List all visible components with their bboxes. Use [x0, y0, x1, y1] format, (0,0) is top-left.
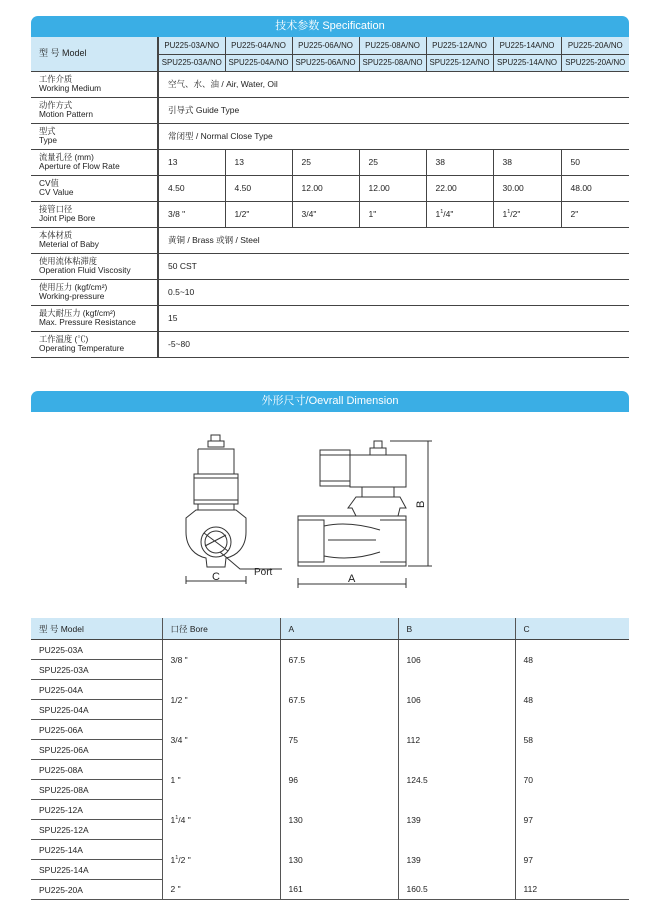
model-cell: PU225-14A: [31, 840, 162, 860]
c-cell: 70: [515, 760, 629, 800]
spec-banner: 技术参数 Specification: [31, 16, 629, 37]
port-label: Port: [254, 567, 273, 578]
dim-b-label: B: [415, 500, 427, 508]
row-value: 0.5~10: [158, 279, 629, 305]
joint-value: 1": [359, 201, 426, 227]
row-label: 接管口径 Joint Pipe Bore: [31, 201, 158, 227]
table-row: [31, 800, 629, 820]
dim-a-label: A: [348, 573, 356, 585]
joint-value: 3/4": [292, 201, 359, 227]
dim-header-row: [31, 618, 629, 640]
a-cell: 130: [280, 800, 398, 840]
row-label: 动作方式 Motion Pattern: [31, 97, 158, 123]
model-pu: PU225-20A/NO: [561, 37, 629, 54]
c-cell: 97: [515, 840, 629, 880]
joint-value: 2": [561, 201, 629, 227]
aperture-value: 50: [561, 149, 629, 175]
table-row: [31, 880, 629, 900]
row-label: 本体材质 Meterial of Baby: [31, 227, 158, 253]
model-spu: SPU225-03A/NO: [158, 54, 225, 71]
a-cell: 161: [280, 880, 398, 900]
cv-value: 4.50: [225, 175, 292, 201]
c-cell: 48: [515, 640, 629, 680]
joint-value: 1/2": [225, 201, 292, 227]
a-cell: 130: [280, 840, 398, 880]
bore-cell: 3/4 ": [162, 720, 280, 760]
row-label: 型式 Type: [31, 123, 158, 149]
a-cell: 67.5: [280, 680, 398, 720]
joint-value: 3/8 ": [158, 201, 225, 227]
c-cell: 48: [515, 680, 629, 720]
model-spu: SPU225-20A/NO: [561, 54, 629, 71]
cv-value: 12.00: [292, 175, 359, 201]
bore-cell: 1/2 ": [162, 680, 280, 720]
model-pu: PU225-04A/NO: [225, 37, 292, 54]
aperture-value: 38: [493, 149, 561, 175]
b-cell: 139: [398, 840, 515, 880]
row-value: 空气、水、油 / Air, Water, Oil: [158, 71, 629, 97]
bore-cell: $1^1/2$ ": [162, 840, 280, 880]
table-row: [31, 720, 629, 740]
model-pu: PU225-06A/NO: [292, 37, 359, 54]
c-cell: 97: [515, 800, 629, 840]
model-cell: SPU225-04A: [31, 700, 162, 720]
row-label: 最大耐压力 (kgf/cm²) Max. Pressure Resistance: [31, 305, 158, 331]
model-cell: SPU225-03A: [31, 660, 162, 680]
row-value: 15: [158, 305, 629, 331]
model-cell: PU225-08A: [31, 760, 162, 780]
model-pu: PU225-03A/NO: [158, 37, 225, 54]
row-label: 工作介质 Working Medium: [31, 71, 158, 97]
model-spu: SPU225-14A/NO: [493, 54, 561, 71]
front-view: [186, 435, 282, 584]
model-cell: SPU225-14A: [31, 860, 162, 880]
cv-value: 48.00: [561, 175, 629, 201]
col-header: 型 号 Model: [31, 618, 162, 640]
b-cell: 106: [398, 640, 515, 680]
row-value: 黄铜 / Brass 或钢 / Steel: [158, 227, 629, 253]
dimension-table: [31, 618, 629, 900]
b-cell: 106: [398, 680, 515, 720]
c-cell: 112: [515, 880, 629, 900]
aperture-value: 25: [359, 149, 426, 175]
bore-cell: 3/8 ": [162, 640, 280, 680]
bore-cell: 1 ": [162, 760, 280, 800]
row-label: 使用压力 (kgf/cm²) Working-pressure: [31, 279, 158, 305]
model-spu: SPU225-12A/NO: [426, 54, 493, 71]
model-cell: PU225-12A: [31, 800, 162, 820]
row-value: 50 CST: [158, 253, 629, 279]
aperture-value: 38: [426, 149, 493, 175]
model-spu: SPU225-08A/NO: [359, 54, 426, 71]
aperture-value: 13: [225, 149, 292, 175]
row-value: 常闭型 / Normal Close Type: [158, 123, 629, 149]
table-row: [31, 760, 629, 780]
joint-value: $1^1/4$": [426, 201, 493, 227]
side-view: [298, 441, 432, 588]
dimension-banner: 外形尺寸/Oevrall Dimension: [31, 391, 629, 412]
b-cell: 112: [398, 720, 515, 760]
aperture-value: 25: [292, 149, 359, 175]
joint-value: $1^1/2$": [493, 201, 561, 227]
row-label: CV值 CV Value: [31, 175, 158, 201]
row-label: 使用流体粘滞度 Operation Fluid Viscosity: [31, 253, 158, 279]
model-cell: SPU225-08A: [31, 780, 162, 800]
cv-value: 4.50: [158, 175, 225, 201]
cv-value: 22.00: [426, 175, 493, 201]
row-value: 引导式 Guide Type: [158, 97, 629, 123]
aperture-value: 13: [158, 149, 225, 175]
cv-value: 12.00: [359, 175, 426, 201]
model-label: 型 号 Model: [31, 37, 158, 71]
row-label: 工作温度 (℃) Operating Temperature: [31, 331, 158, 357]
dim-c-label: C: [212, 571, 220, 583]
col-header: A: [280, 618, 398, 640]
col-header: B: [398, 618, 515, 640]
table-row: [31, 680, 629, 700]
b-cell: 139: [398, 800, 515, 840]
b-cell: 124.5: [398, 760, 515, 800]
a-cell: 75: [280, 720, 398, 760]
bore-cell: 2 ": [162, 880, 280, 900]
table-row: [31, 640, 629, 660]
col-header: C: [515, 618, 629, 640]
bore-cell: $1^1/4$ ": [162, 800, 280, 840]
model-cell: PU225-06A: [31, 720, 162, 740]
c-cell: 58: [515, 720, 629, 760]
model-spu: SPU225-04A/NO: [225, 54, 292, 71]
model-cell: SPU225-12A: [31, 820, 162, 840]
model-cell: PU225-04A: [31, 680, 162, 700]
model-cell: SPU225-06A: [31, 740, 162, 760]
model-spu: SPU225-06A/NO: [292, 54, 359, 71]
model-cell: PU225-03A: [31, 640, 162, 660]
table-row: [31, 840, 629, 860]
model-pu: PU225-12A/NO: [426, 37, 493, 54]
b-cell: 160.5: [398, 880, 515, 900]
row-value: -5~80: [158, 331, 629, 357]
col-header: 口径 Bore: [162, 618, 280, 640]
cv-value: 30.00: [493, 175, 561, 201]
row-label: 流量孔径 (mm) Aperture of Flow Rate: [31, 149, 158, 175]
a-cell: 67.5: [280, 640, 398, 680]
model-cell: PU225-20A: [31, 880, 162, 900]
model-pu: PU225-08A/NO: [359, 37, 426, 54]
model-pu: PU225-14A/NO: [493, 37, 561, 54]
a-cell: 96: [280, 760, 398, 800]
